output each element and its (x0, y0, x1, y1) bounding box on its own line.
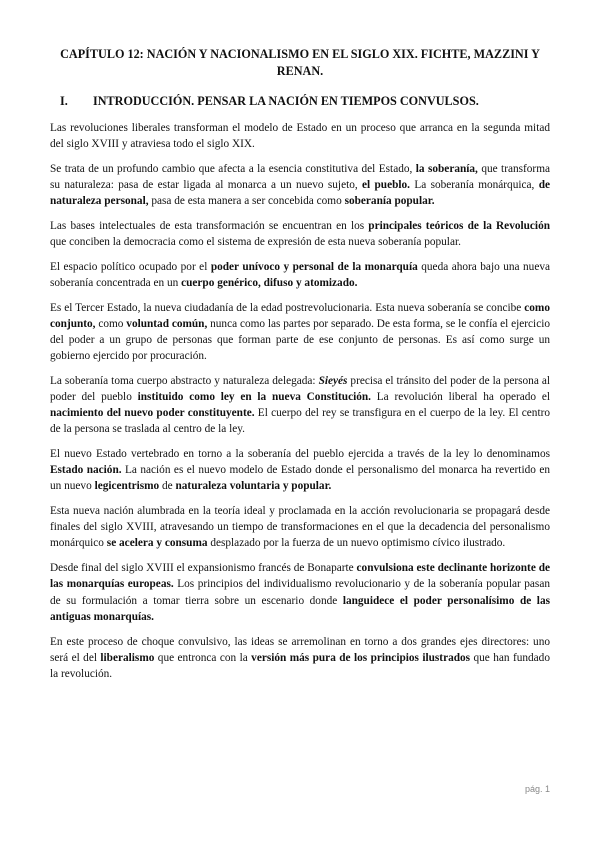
paragraph-10: En este proceso de choque convulsivo, las ideas se arremolinan en torno a dos grandes ejes directores: uno será el del liberalismo que entronca con la versión más pura de los principios ilustrados que han fundado la revolución. (50, 635, 550, 680)
paragraph-5: Es el Tercer Estado, la nueva ciudadanía de la edad postrevolucionaria. Esta nueva soberanía se concibe como conjunto, como voluntad común, nunca como las partes por separado. De esta forma, se le confía el ejercicio del poder a un grupo de personas que forman parte de ese conjunto de personas. Es así como surge un gobierno ejercido por procuración. (50, 302, 550, 363)
section-number: I. (60, 93, 68, 108)
paragraph-1: Las revoluciones liberales transforman el modelo de Estado en un proceso que arranca en la segunda mitad del siglo XVIII y atraviesa todo el siglo XIX. (50, 121, 550, 150)
document-page (50, 46, 550, 691)
paragraph-2: Se trata de un profundo cambio que afecta a la esencia constitutiva del Estado, la soberanía, que transforma su naturaleza: pasa de estar ligada al monarca a un nuevo sujeto, el pueblo. La soberanía monárquica, de naturaleza personal, pasa de esta manera a ser concebida como soberanía popular. (50, 162, 550, 207)
chapter-title: CAPÍTULO 12: NACIÓN Y NACIONALISMO EN EL SIGLO XIX. FICHTE, MAZZINI Y RENAN. (60, 47, 540, 79)
paragraph-4: El espacio político ocupado por el poder unívoco y personal de la monarquía queda ahora bajo una nueva soberanía concentrada en un cuerpo genérico, difuso y atomizado. (50, 260, 550, 289)
paragraph-9: Desde final del siglo XVIII el expansionismo francés de Bonaparte convulsiona este declinante horizonte de las monarquías europeas. Los principios del individualismo revolucionario y de la soberanía popular pasan de su formulación a tomar tierra sobre un escenario donde languidece el poder personalísimo de las antiguas monarquías. (50, 562, 550, 623)
page-number: pág. 1 (524, 784, 550, 794)
section-title: INTRODUCCIÓN. PENSAR LA NACIÓN EN TIEMPOS CONVULSOS. (93, 93, 479, 108)
paragraph-3: Las bases intelectuales de esta transformación se encuentran en los principales teóricos de la Revolución que conciben la democracia como el sistema de expresión de esta nueva soberanía popular. (50, 219, 550, 248)
paragraph-8: Esta nueva nación alumbrada en la teoría ideal y proclamada en la acción revolucionaria se propagará desde finales del siglo XVIII, atravesando un tiempo de transformaciones en el que la decadencia del personalismo monárquico se acelera y consuma desplazado por la fuerza de un nuevo optimismo cívico ilustrado. (50, 505, 550, 550)
paragraph-7: El nuevo Estado vertebrado en torno a la soberanía del pueblo ejercida a través de la ley lo denominamos Estado nación. La nación es el nuevo modelo de Estado donde el personalismo del monarca ha revertido en un nuevo legicentrismo de naturaleza voluntaria y popular. (50, 448, 550, 493)
section-heading (50, 93, 550, 110)
paragraph-6: La soberanía toma cuerpo abstracto y naturaleza delegada: Sieyés precisa el tránsito del poder de la persona al poder del pueblo instituido como ley en la nueva Constitución. La revolución liberal ha operado el nacimiento del nuevo poder constituyente. El cuerpo del rey se transfigura en el cuerpo de la ley. El centro de la persona se traslada al centro de la ley. (50, 375, 550, 436)
